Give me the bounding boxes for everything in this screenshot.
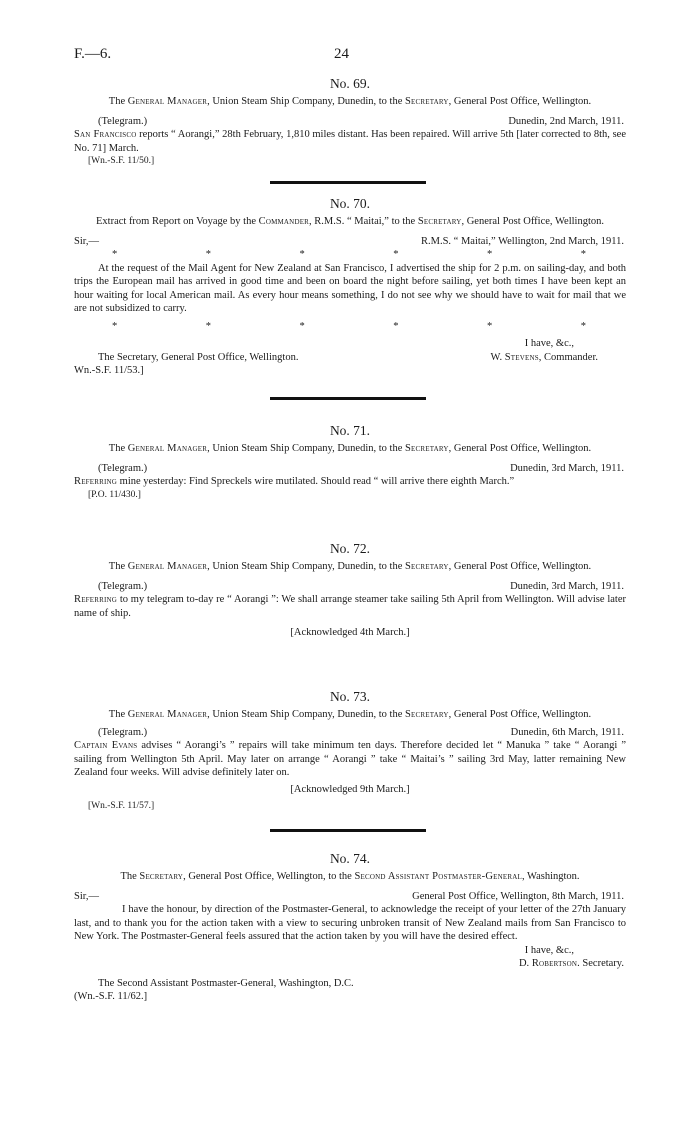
star: * — [112, 320, 118, 332]
heading-recipient: Secretary — [405, 709, 449, 720]
document-kind: (Telegram.) — [98, 726, 148, 738]
signature — [74, 957, 626, 971]
heading-text: , Union Steam Ship Company, Dunedin, to the — [207, 561, 406, 572]
place-date: Dunedin, 6th March, 1911. — [510, 726, 624, 738]
document-body — [74, 128, 626, 155]
heading-text: , Union Steam Ship Company, Dunedin, to the — [207, 709, 406, 720]
body-text: advises “ Aorangi’s ” repairs will take minimum ten days. Therefore decided let “ Manuka ” take “ Aorangi ” sailing from Wellington 5th April. May later on arrange “ Aorangi ” take “ Maitai’s ” sailing 3rd May, latter remaining New Zealand four weeks. Will advise definitely later on. — [74, 740, 626, 778]
signature-name: Robertson — [531, 958, 578, 969]
body-text: to my telegram to-day re “ Aorangi ”: We shall arrange steamer take sailing 5th April from Wellington. Will advise later name of ship. — [74, 594, 626, 619]
document-number: No. 72. — [329, 541, 371, 556]
document-no-74 — [74, 851, 626, 1004]
document-meta — [74, 462, 626, 476]
heading-recipient: Secretary — [417, 216, 462, 227]
heading-recipient: Secretary — [405, 443, 449, 454]
salutation: Sir,— — [74, 235, 99, 247]
heading-text: The — [108, 561, 128, 572]
heading-recipient: Second Assistant Postmaster-General — [354, 871, 522, 882]
document-heading — [74, 215, 626, 229]
closing: I have, &c., — [524, 944, 574, 956]
document-number: No. 69. — [329, 76, 371, 91]
star: * — [393, 249, 399, 260]
document-no-72 — [74, 541, 626, 640]
file-reference: [Wn.-S.F. 11/50.] — [88, 156, 155, 166]
place-date: Dunedin, 2nd March, 1911. — [508, 115, 624, 127]
document-body — [74, 739, 626, 780]
heading-text: , Union Steam Ship Company, Dunedin, to the — [207, 443, 406, 454]
file-reference: (Wn.-S.F. 11/62.] — [74, 991, 148, 1002]
star: * — [487, 320, 493, 332]
addressee-signature-line — [74, 351, 626, 365]
addressee: The Secretary, General Post Office, Wellington. — [98, 351, 299, 363]
heading-sender: General Manager — [127, 561, 208, 572]
star: * — [580, 249, 586, 260]
place-date: Dunedin, 3rd March, 1911. — [510, 462, 624, 474]
place-date: General Post Office, Wellington, 8th March, 1911. — [412, 890, 624, 902]
file-reference: Wn.-S.F. 11/53.] — [74, 365, 144, 376]
document-no-70 — [74, 196, 626, 378]
heading-text: The — [108, 96, 128, 107]
heading-text: Extract from Report on Voyage by the — [96, 216, 259, 227]
body-text: mine yesterday: Find Spreckels wire mutilated. Should read “ will arrive there eighth March.” — [117, 476, 515, 487]
page-number: 24 — [334, 46, 349, 62]
acknowledgement: [Acknowledged 9th March.] — [290, 783, 410, 795]
signature-title: . Secretary. — [577, 958, 624, 969]
document-kind: (Telegram.) — [98, 462, 148, 474]
signature-initial: W. — [490, 351, 505, 363]
heading-text: , Union Steam Ship Company, Dunedin, to the — [207, 96, 406, 107]
heading-text: , General Post Office, Wellington. — [461, 216, 604, 227]
signature-title: , Commander. — [538, 351, 598, 363]
document-meta — [74, 580, 626, 594]
document-number: No. 73. — [329, 689, 371, 704]
signature-initial: D. — [518, 958, 532, 969]
heading-sender: General Manager — [127, 709, 208, 720]
closing: I have, &c., — [524, 338, 574, 349]
salutation: Sir,— — [74, 890, 99, 902]
heading-recipient: Secretary — [405, 96, 449, 107]
heading-sender: Commander — [258, 216, 310, 227]
star: * — [393, 320, 399, 332]
acknowledgement: [Acknowledged 4th March.] — [290, 627, 410, 638]
heading-text: , General Post Office, Wellington, to the — [183, 871, 355, 882]
section-divider — [270, 829, 426, 832]
body-lead: Referring — [74, 476, 118, 487]
document-kind: (Telegram.) — [98, 580, 148, 592]
document-no-73 — [74, 689, 626, 814]
document-body — [74, 475, 626, 489]
heading-text: , R.M.S. “ Maitai,” to the — [309, 216, 418, 227]
body-text: reports “ Aorangi,” 28th February, 1,810 miles distant. Has been repaired. Will arrive 5th [later corrected to 8th, see No. 71] March. — [74, 129, 626, 154]
document-body: I have the honour, by direction of the Postmaster-General, to acknowledge the receipt of your letter of the 27th January last, and to thank you for the action taken with a view to securing unbroken transit of New Zealand mails from San Francisco to New York. The Postmaster-General feels assured that the action taken by you will have the desired effect. — [74, 904, 626, 942]
document-no-71 — [74, 423, 626, 502]
section-divider — [270, 397, 426, 400]
body-lead: San Francisco — [74, 129, 137, 140]
heading-text: The — [108, 709, 128, 720]
series-label: F.—6. — [74, 46, 112, 62]
heading-text: The — [108, 443, 128, 454]
document-body — [74, 593, 626, 620]
omission-marks — [74, 248, 626, 262]
heading-text: , General Post Office, Wellington. — [448, 709, 592, 720]
place-date: R.M.S. “ Maitai,” Wellington, 2nd March, 1911. — [420, 235, 624, 247]
signature — [491, 351, 626, 365]
document-meta — [74, 726, 626, 740]
document-heading — [74, 560, 626, 574]
place-date: Dunedin, 3rd March, 1911. — [510, 580, 624, 592]
heading-text: , Washington. — [521, 871, 580, 882]
heading-text: , General Post Office, Wellington. — [448, 443, 592, 454]
document-heading — [74, 870, 626, 884]
heading-text: , General Post Office, Wellington. — [448, 561, 592, 572]
document-no-69 — [74, 76, 626, 169]
document-heading — [74, 442, 626, 456]
document-kind: (Telegram.) — [98, 115, 148, 127]
addressee: The Second Assistant Postmaster-General, Washington, D.C. — [98, 977, 354, 989]
document-meta — [74, 890, 626, 904]
document-meta — [74, 235, 626, 249]
body-lead: Captain Evans — [74, 740, 138, 751]
body-lead: Referring — [74, 594, 118, 605]
star: * — [299, 320, 305, 332]
heading-recipient: Secretary — [405, 561, 449, 572]
heading-sender: Secretary — [139, 871, 184, 882]
document-number: No. 70. — [329, 196, 371, 211]
star: * — [487, 249, 493, 260]
star: * — [112, 249, 118, 260]
star: * — [205, 249, 211, 260]
document-heading — [74, 708, 626, 722]
file-reference: [P.O. 11/430.] — [88, 489, 141, 500]
signature-name: Stevens — [504, 351, 539, 363]
omission-marks — [74, 320, 626, 334]
file-reference: [Wn.-S.F. 11/57.] — [88, 801, 155, 811]
document-heading — [74, 95, 626, 109]
heading-sender: General Manager — [127, 96, 208, 107]
heading-text: The — [120, 871, 140, 882]
document-number: No. 74. — [329, 851, 371, 866]
document-meta — [74, 115, 626, 129]
heading-sender: General Manager — [127, 443, 208, 454]
document-body: At the request of the Mail Agent for New Zealand at San Francisco, I advertised the ship for 2 p.m. on sailing-day, and both trips the European mail has arrived in good time and been on board the night before sailing, yet both times I have been kept an hour waiting for local American mail. As every hour means something, I do not see why we should have to wait for mail that we are not subsidized to carry. — [74, 262, 626, 314]
section-divider — [270, 181, 426, 184]
star: * — [205, 320, 211, 332]
document-number: No. 71. — [329, 423, 371, 438]
heading-text: , General Post Office, Wellington. — [448, 96, 592, 107]
star: * — [299, 249, 305, 260]
star: * — [580, 320, 586, 332]
